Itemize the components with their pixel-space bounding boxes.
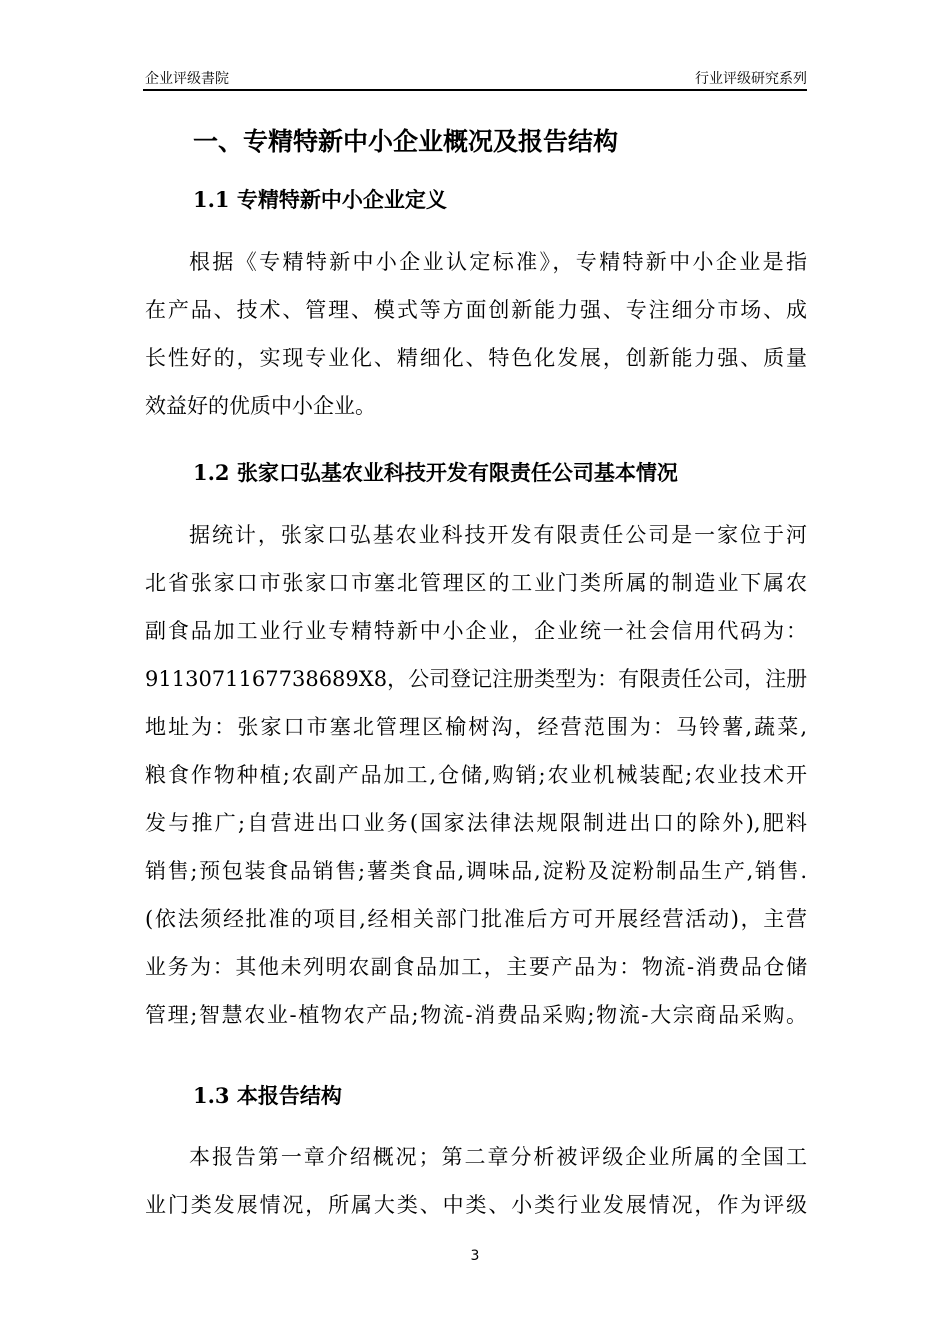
header-right: 行业评级研究系列 — [695, 71, 807, 87]
paragraph-line: 长性好的，实现专业化、精细化、特色化发展，创新能力强、质量 — [145, 346, 807, 370]
paragraph-line: 本报告第一章介绍概况；第二章分析被评级企业所属的全国工 — [189, 1145, 807, 1169]
paragraph-line: 在产品、技术、管理、模式等方面创新能力强、专注细分市场、成 — [145, 298, 807, 322]
page-number: 3 — [470, 1248, 480, 1264]
paragraph-line: 管理;智慧农业-植物农产品;物流-消费品采购;物流-大宗商品采购。 — [145, 1003, 807, 1027]
chapter-title: 一、专精特新中小企业概况及报告结构 — [193, 127, 619, 156]
header-left: 企业评级書院 — [145, 71, 229, 87]
paragraph-line: 粮食作物种植;农副产品加工,仓储,购销;农业机械装配;农业技术开 — [145, 763, 807, 787]
header-rule — [143, 89, 807, 91]
paragraph-line: 据统计，张家口弘基农业科技开发有限责任公司是一家位于河 — [189, 523, 807, 547]
paragraph-line: 效益好的优质中小企业。 — [145, 394, 376, 418]
paragraph-line: 业务为：其他未列明农副食品加工，主要产品为：物流-消费品仓储 — [145, 955, 807, 979]
paragraph-line: 地址为：张家口市塞北管理区榆树沟，经营范围为：马铃薯,蔬菜, — [145, 715, 807, 739]
section-heading: 1.2 张家口弘基农业科技开发有限责任公司基本情况 — [193, 460, 678, 485]
paragraph-line: 发与推广;自营进出口业务(国家法律法规限制进出口的除外),肥料 — [145, 811, 807, 835]
section-heading: 1.3 本报告结构 — [193, 1083, 342, 1108]
paragraph-line: 业门类发展情况，所属大类、中类、小类行业发展情况，作为评级 — [145, 1193, 807, 1217]
section-heading: 1.1 专精特新中小企业定义 — [193, 187, 447, 212]
paragraph-line: 北省张家口市张家口市塞北管理区的工业门类所属的制造业下属农 — [145, 571, 807, 595]
paragraph-line: (依法须经批准的项目,经相关部门批准后方可开展经营活动)，主营 — [145, 907, 807, 931]
paragraph-line: 副食品加工业行业专精特新中小企业，企业统一社会信用代码为： — [145, 619, 807, 643]
paragraph-line: 根据《专精特新中小企业认定标准》，专精特新中小企业是指 — [189, 250, 807, 274]
paragraph-line: 9113071167738689X8，公司登记注册类型为：有限责任公司，注册 — [145, 667, 808, 691]
paragraph-line: 销售;预包装食品销售;薯类食品,调味品,淀粉及淀粉制品生产,销售. — [145, 859, 807, 883]
